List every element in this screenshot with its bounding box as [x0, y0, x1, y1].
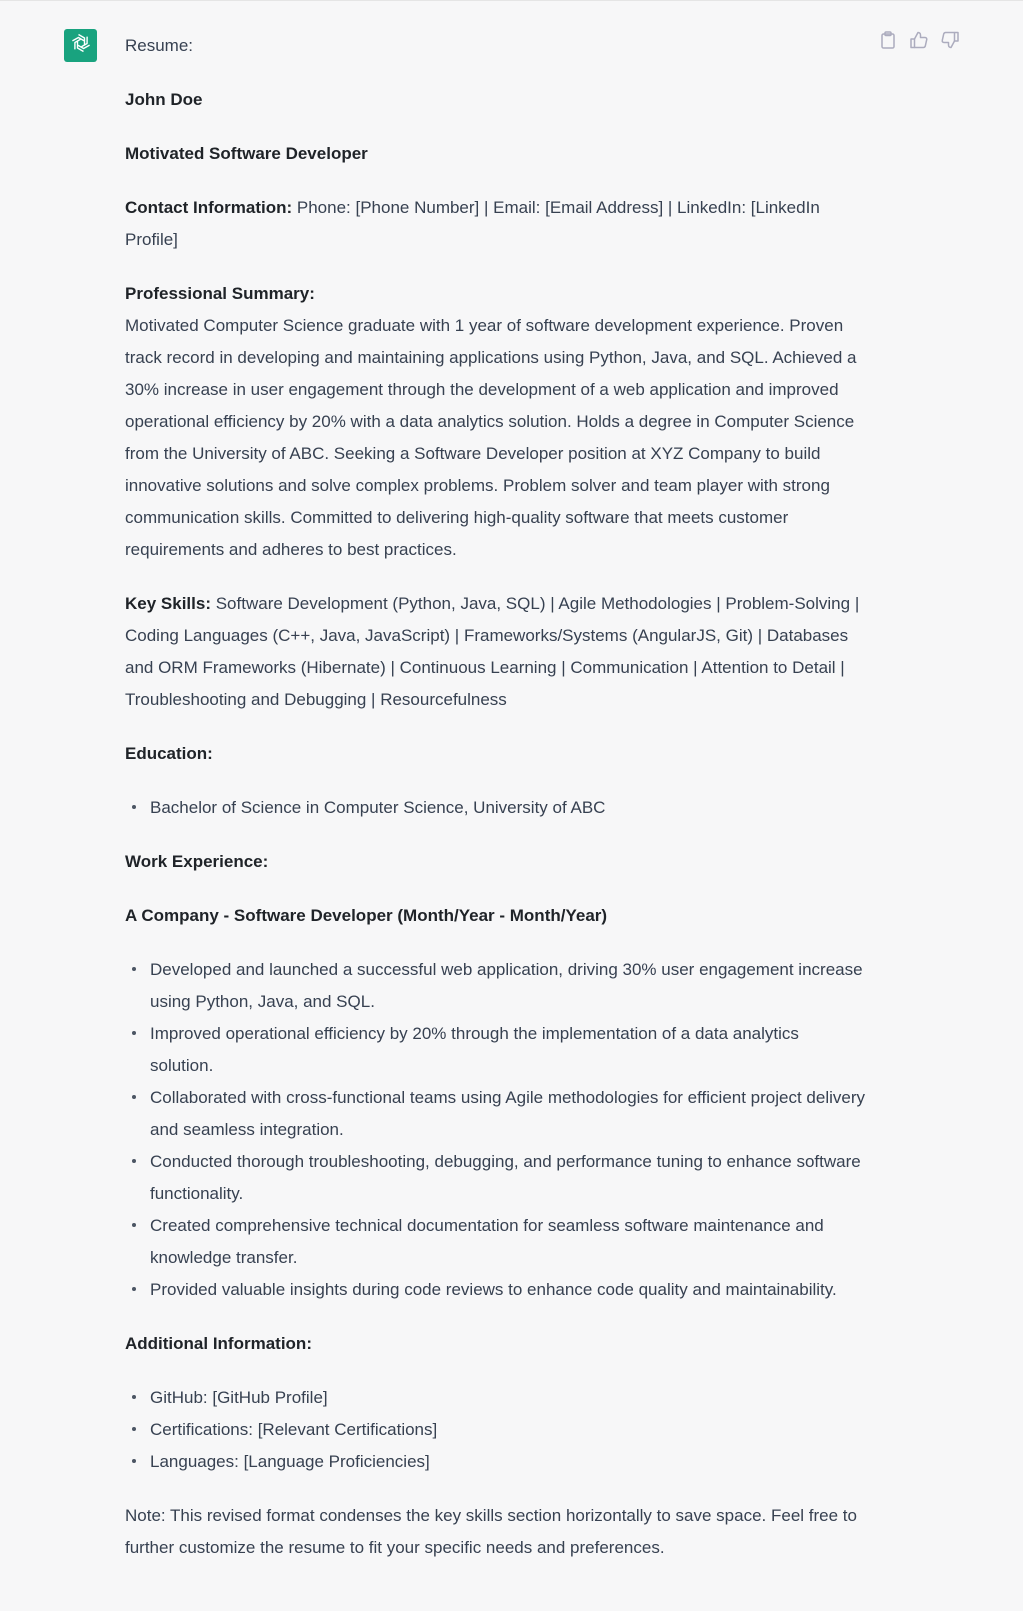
- list-item: Languages: [Language Proficiencies]: [125, 1446, 865, 1478]
- contact-text: Phone: [Phone Number] | Email: [Email Address] | LinkedIn: [LinkedIn Profile]: [125, 198, 820, 249]
- resume-intro: Resume:: [125, 36, 194, 55]
- list-item: Improved operational efficiency by 20% through the implementation of a data analytics solution.: [125, 1018, 865, 1082]
- thumbs-up-icon: [910, 31, 928, 54]
- summary-label: Professional Summary:: [125, 284, 315, 303]
- thumbs-down-button[interactable]: [940, 32, 960, 52]
- work-list: [125, 954, 865, 1306]
- openai-logo-icon: [69, 31, 93, 60]
- list-item: Collaborated with cross-functional teams using Agile methodologies for efficient project delivery and seamless integration.: [125, 1082, 865, 1146]
- thumbs-down-icon: [941, 31, 959, 54]
- copy-button[interactable]: [878, 32, 898, 52]
- additional-heading: Additional Information:: [125, 1334, 312, 1353]
- contact-section: [125, 192, 865, 256]
- assistant-message: [125, 30, 865, 1586]
- list-item: Created comprehensive technical documentation for seamless software maintenance and knowledge transfer.: [125, 1210, 865, 1274]
- list-item: Bachelor of Science in Computer Science, University of ABC: [125, 792, 865, 824]
- skills-text: Software Development (Python, Java, SQL) | Agile Methodologies | Problem-Solving | Coding Languages (C++, Java, JavaScript) | Frameworks/Systems (AngularJS, Git) | Databases and ORM Frameworks (Hibernate) | Continuous Learning | Communication | Attention to Detail | Troubleshooting and Debugging | Resourcefulness: [125, 594, 860, 709]
- list-item: Provided valuable insights during code reviews to enhance code quality and maintainability.: [125, 1274, 865, 1306]
- list-item: Conducted thorough troubleshooting, debugging, and performance tuning to enhance software functionality.: [125, 1146, 865, 1210]
- skills-section: [125, 588, 865, 716]
- list-item: Developed and launched a successful web application, driving 30% user engagement increase using Python, Java, and SQL.: [125, 954, 865, 1018]
- education-list: [125, 792, 865, 824]
- clipboard-icon: [880, 31, 896, 54]
- list-item: Certifications: [Relevant Certifications]: [125, 1414, 865, 1446]
- assistant-avatar: [64, 29, 97, 62]
- resume-name: John Doe: [125, 90, 203, 109]
- message-actions: [878, 32, 960, 52]
- additional-list: [125, 1382, 865, 1478]
- list-item: GitHub: [GitHub Profile]: [125, 1382, 865, 1414]
- work-heading: Work Experience:: [125, 852, 269, 871]
- job-title: A Company - Software Developer (Month/Year - Month/Year): [125, 906, 608, 925]
- contact-label: Contact Information:: [125, 198, 293, 217]
- skills-label: Key Skills:: [125, 594, 211, 613]
- resume-headline: Motivated Software Developer: [125, 144, 368, 163]
- thumbs-up-button[interactable]: [909, 32, 929, 52]
- top-divider: [0, 0, 1023, 1]
- education-heading: Education:: [125, 744, 213, 763]
- closing-note: Note: This revised format condenses the key skills section horizontally to save space. Feel free to further customize the resume to fit your specific needs and preferences.: [125, 1506, 857, 1557]
- summary-text: Motivated Computer Science graduate with 1 year of software development experience. Proven track record in developing and maintaining applications using Python, Java, and SQL. Achieved a 30% increase in user engagement through the development of a web application and improved operational efficiency by 20% with a data analytics solution. Holds a degree in Computer Science from the University of ABC. Seeking a Software Developer position at XYZ Company to build innovative solutions and solve complex problems. Problem solver and team player with strong communication skills. Committed to delivering high-quality software that meets customer requirements and adheres to best practices.: [125, 316, 857, 559]
- summary-section: [125, 278, 865, 566]
